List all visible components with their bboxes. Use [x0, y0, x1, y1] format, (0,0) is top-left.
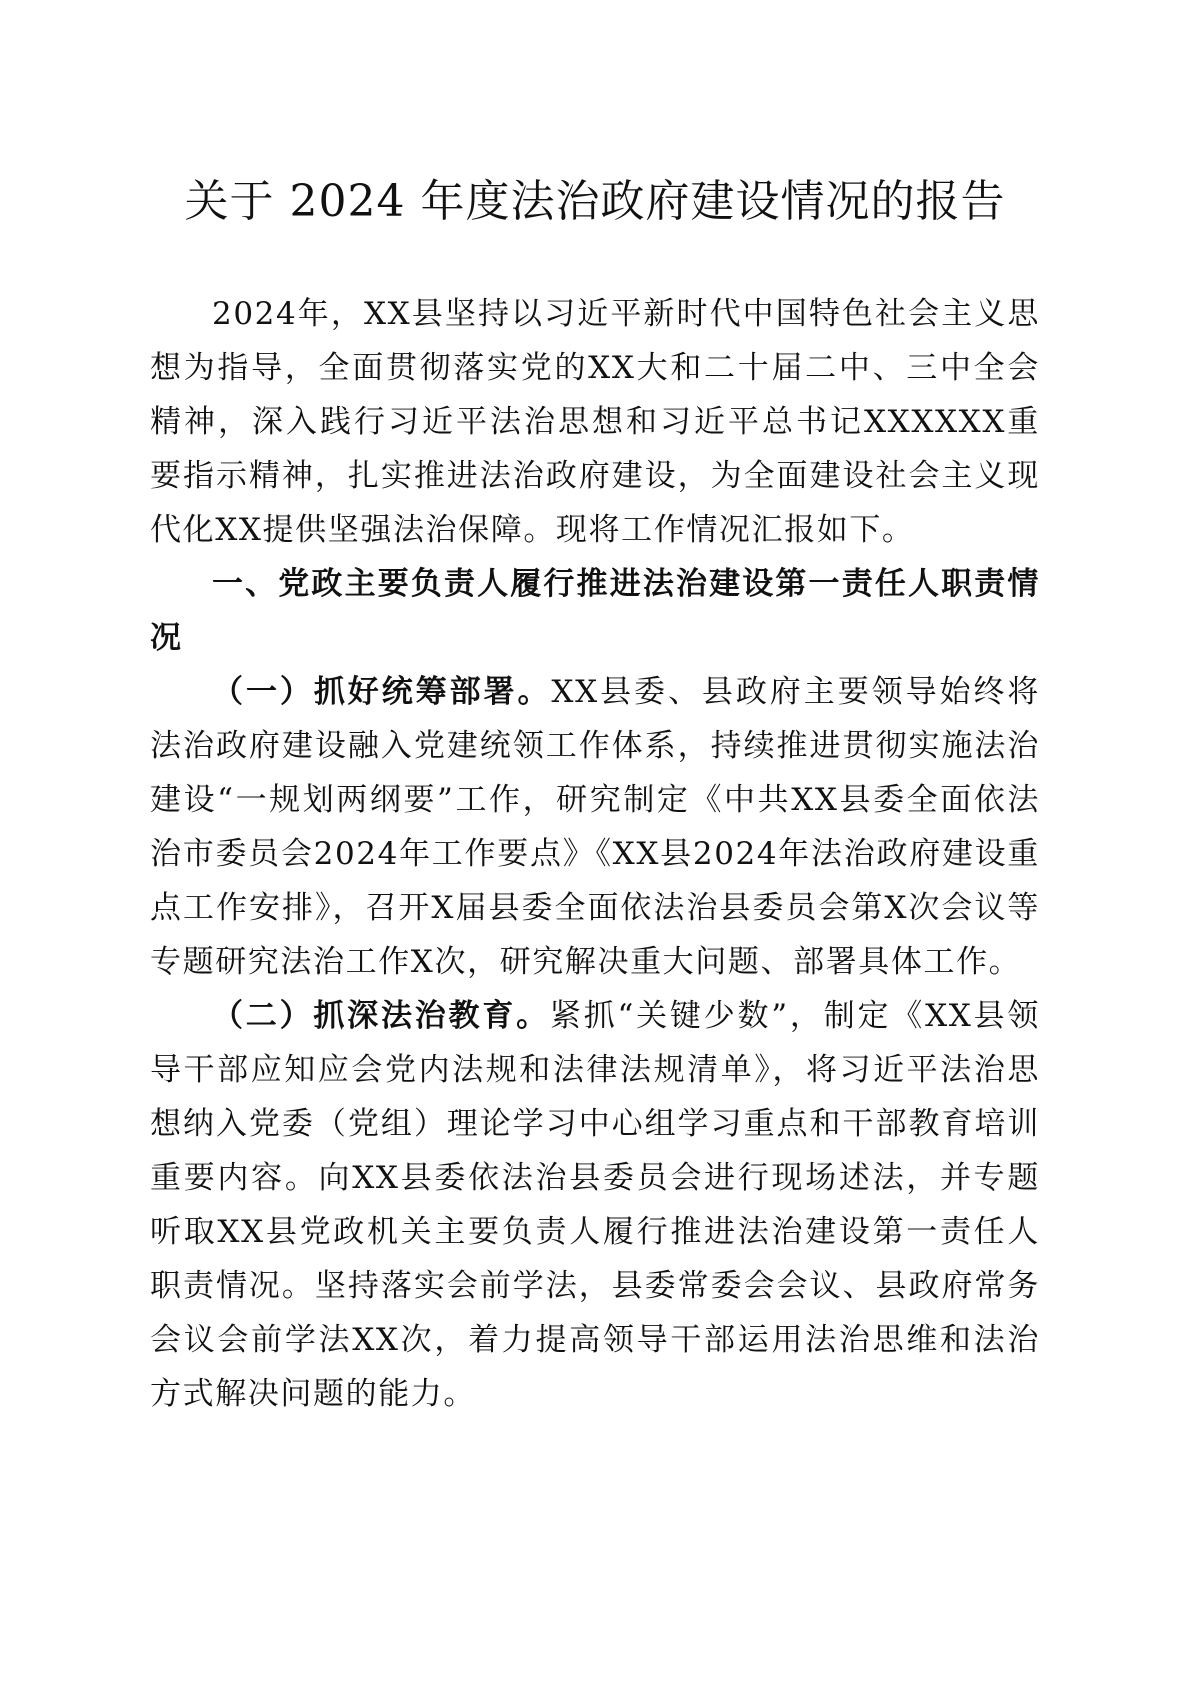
intro-paragraph: 2024年，XX县坚持以习近平新时代中国特色社会主义思想为指导，全面贯彻落实党的XX大和二十届二中、三中全会精神，深入践行习近平法治思想和习近平总书记XXXXXX重要指示精神，扎实推进法治政府建设，为全面建设社会主义现代化XX提供坚强法治保障。现将工作情况汇报如下。	[150, 296, 1040, 548]
document-title: 关于 2024 年度法治政府建设情况的报告	[184, 176, 1006, 227]
document-body	[150, 287, 1040, 1421]
section-1-heading: 一、党政主要负责人履行推进法治建设第一责任人职责情况	[150, 566, 1040, 656]
item-2-text: 紧抓“关键少数”，制定《XX县领导干部应知应会党内法规和法律法规清单》，将习近平法治思想纳入党委（党组）理论学习中心组学习重点和干部教育培训重要内容。向XX县委依法治县委员会进行现场述法，并专题听取XX县党政机关主要负责人履行推进法治建设第一责任人职责情况。坚持落实会前学法，县委常委会会议、县政府常务会议会前学法XX次，着力提高领导干部运用法治思维和法治方式解决问题的能力。	[150, 998, 1041, 1412]
item-1-text: XX县委、县政府主要领导始终将法治政府建设融入党建统领工作体系，持续推进贯彻实施法治建设“一规划两纲要”工作，研究制定《中共XX县委全面依法治市委员会2024年工作要点》《XX县2024年法治政府建设重点工作安排》，召开X届县委全面依法治县委员会第X次会议等专题研究法治工作X次，研究解决重大问题、部署具体工作。	[150, 674, 1041, 980]
section-1-item-1	[150, 665, 1040, 989]
section-1-item-2	[150, 989, 1040, 1421]
item-1-subtitle: （一）抓好统筹部署。	[212, 674, 552, 710]
item-2-subtitle: （二）抓深法治教育。	[212, 998, 550, 1034]
